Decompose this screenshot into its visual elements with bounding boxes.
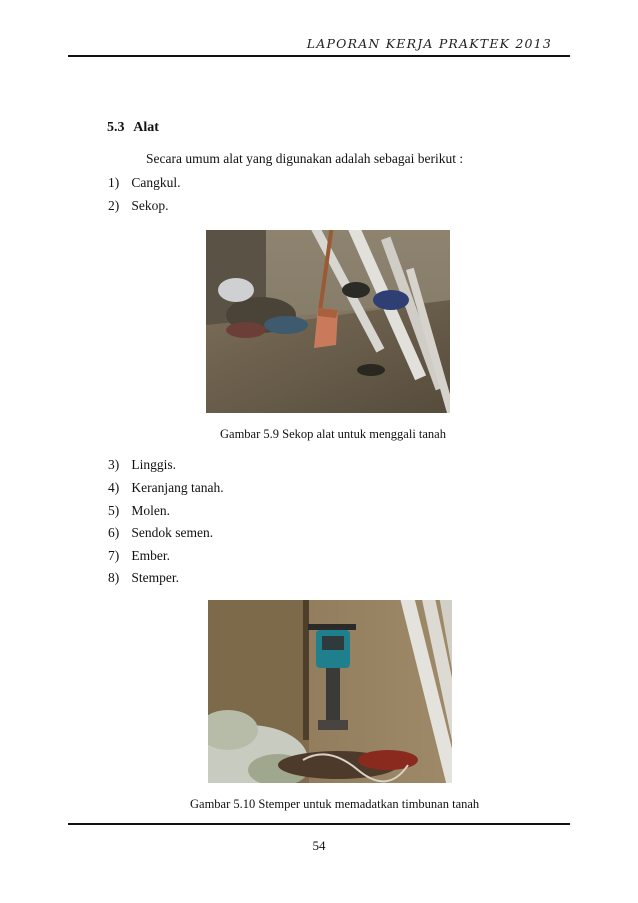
footer-divider: [68, 823, 570, 825]
list-marker: 7): [108, 548, 120, 563]
stemper-photo-image: [208, 600, 452, 783]
list-item: [108, 570, 179, 586]
list-marker: 4): [108, 480, 120, 495]
figure-stemper-photo: [208, 600, 452, 783]
section-title: Alat: [133, 120, 159, 135]
page-header-title: LAPORAN KERJA PRAKTEK 2013: [306, 36, 552, 51]
list-text: Ember.: [131, 548, 170, 563]
list-item: [108, 457, 176, 473]
list-text: Linggis.: [131, 457, 177, 472]
list-text: Cangkul.: [131, 175, 181, 190]
figure-caption: Gambar 5.9 Sekop alat untuk menggali tanah: [220, 427, 446, 441]
list-item: [108, 503, 170, 519]
list-text: Sendok semen.: [131, 525, 214, 540]
section-number: 5.3: [107, 120, 125, 135]
list-marker: 8): [108, 570, 120, 585]
list-marker: 6): [108, 525, 120, 540]
list-item: [108, 175, 181, 191]
figure-shovel-photo: [206, 230, 450, 413]
list-item: [108, 548, 170, 564]
page-number: 54: [312, 838, 326, 853]
list-marker: 2): [108, 198, 120, 213]
figure-caption: Gambar 5.10 Stemper untuk memadatkan timbunan tanah: [190, 797, 480, 811]
list-item: [108, 198, 169, 214]
list-item: [108, 525, 213, 541]
list-text: Stemper.: [131, 570, 179, 585]
header-divider: [68, 55, 570, 57]
list-marker: 3): [108, 457, 120, 472]
list-marker: 5): [108, 503, 120, 518]
list-marker: 1): [108, 175, 120, 190]
list-text: Sekop.: [131, 198, 169, 213]
intro-paragraph: Secara umum alat yang digunakan adalah sebagai berikut :: [146, 151, 464, 166]
list-item: [108, 480, 224, 496]
list-text: Molen.: [131, 503, 170, 518]
list-text: Keranjang tanah.: [131, 480, 224, 495]
section-heading: [107, 120, 159, 136]
shovel-photo-image: [206, 230, 450, 413]
